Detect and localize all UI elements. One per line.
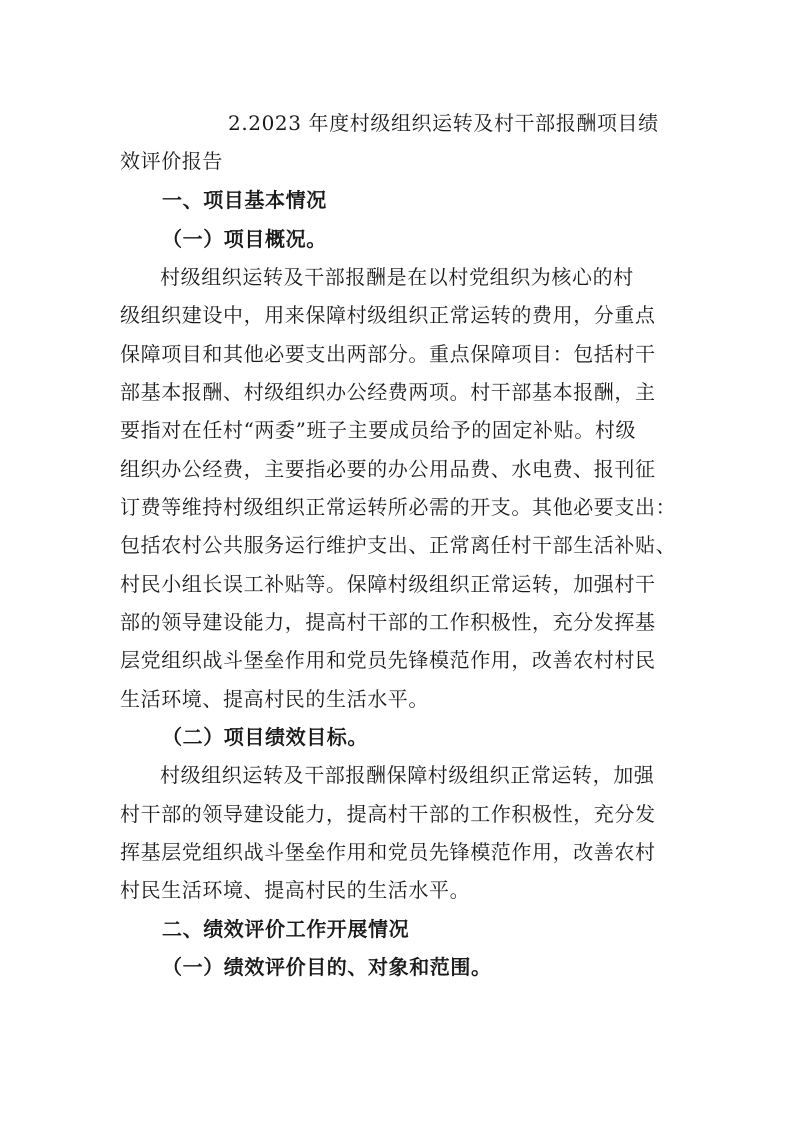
paragraph-line: 村级组织运转及干部报酬是在以村党组织为核心的村 — [160, 265, 634, 289]
subsection-1-1-heading: （一）项目概况。 — [162, 227, 327, 251]
paragraph-line: 村民小组长误工补贴等。保障村级组织正常运转，加强村干 — [120, 572, 656, 596]
subsection-1-2-heading: （二）项目绩效目标。 — [162, 725, 368, 749]
paragraph-line: 组织办公经费，主要指必要的办公用品费、水电费、报刊征 — [120, 457, 656, 481]
paragraph-line: 部基本报酬、村级组织办公经费两项。村干部基本报酬，主 — [120, 380, 656, 404]
section-2-heading: 二、绩效评价工作开展情况 — [162, 917, 410, 941]
paragraph-line: 村级组织运转及干部报酬保障村级组织正常运转，加强 — [160, 763, 655, 787]
paragraph-line: 村干部的领导建设能力，提高村干部的工作积极性，充分发 — [120, 802, 656, 826]
section-1-heading: 一、项目基本情况 — [162, 188, 327, 212]
paragraph-line: 部的领导建设能力，提高村干部的工作积极性，充分发挥基 — [120, 610, 656, 634]
paragraph-line: 要指对在任村“两委”班子主要成员给予的固定补贴。村级 — [120, 418, 637, 442]
paragraph-line: 生活环境、提高村民的生活水平。 — [120, 687, 429, 711]
paragraph-line: 订费等维持村级组织正常运转所必需的开支。其他必要支出： — [120, 495, 677, 519]
paragraph-line: 级组织建设中，用来保障村级组织正常运转的费用，分重点 — [120, 303, 656, 327]
subsection-2-1-heading: （一）绩效评价目的、对象和范围。 — [162, 955, 492, 979]
paragraph-line: 包括农村公共服务运行维护支出、正常离任村干部生活补贴、 — [120, 533, 677, 557]
paragraph-line: 村民生活环境、提高村民的生活水平。 — [120, 878, 471, 902]
paragraph-line: 保障项目和其他必要支出两部分。重点保障项目：包括村干 — [120, 342, 656, 366]
report-title-line-2: 效评价报告 — [120, 149, 223, 173]
report-title-line-1: 2.2023 年度村级组织运转及村干部报酬项目绩 — [228, 111, 659, 135]
paragraph-line: 挥基层党组织战斗堡垒作用和党员先锋模范作用，改善农村 — [120, 840, 656, 864]
paragraph-line: 层党组织战斗堡垒作用和党员先锋模范作用，改善农村村民 — [120, 648, 656, 672]
